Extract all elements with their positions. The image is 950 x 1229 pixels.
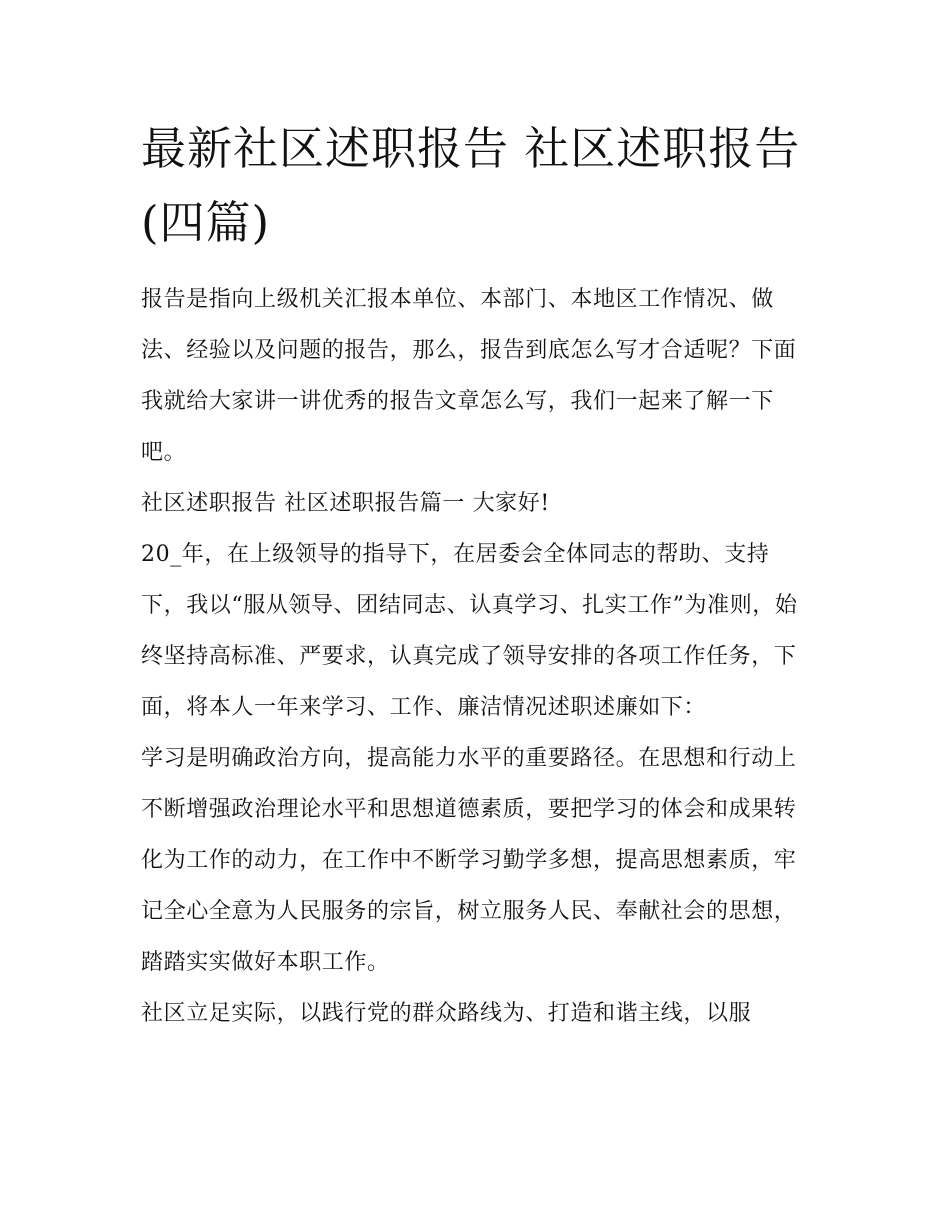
body-paragraph-3: 社区立足实际，以践行党的群众路线为、打造和谐主线，以服 [141, 1001, 752, 1026]
body-paragraph-1: 20_年，在上级领导的指导下，在居委会全体同志的帮助、支持下，我以“服从领导、团结同志、认真学习、扎实工作”为准则，始终坚持高标准、严要求，认真完成了领导安排的各项工作任务，下面，将本人一年来学习、工作、廉洁情况述职述廉如下： [141, 542, 798, 720]
document-body [141, 112, 813, 1039]
intro-paragraph: 报告是指向上级机关汇报本单位、本部门、本地区工作情况、做法、经验以及问题的报告，那么，报告到底怎么写才合适呢？下面我就给大家讲一讲优秀的报告文章怎么写，我们一起来了解一下吧。 [141, 287, 797, 465]
section-heading-paragraph: 社区述职报告 社区述职报告篇一 大家好! [141, 491, 550, 516]
document-title: 最新社区述职报告 社区述职报告(四篇) [141, 122, 801, 249]
body-paragraph-2: 学习是明确政治方向，提高能力水平的重要路径。在思想和行动上不断增强政治理论水平和思想道德素质，要把学习的体会和成果转化为工作的动力，在工作中不断学习勤学多想，提高思想素质，牢记全心全意为人民服务的宗旨，树立服务人民、奉献社会的思想，踏踏实实做好本职工作。 [141, 746, 797, 975]
